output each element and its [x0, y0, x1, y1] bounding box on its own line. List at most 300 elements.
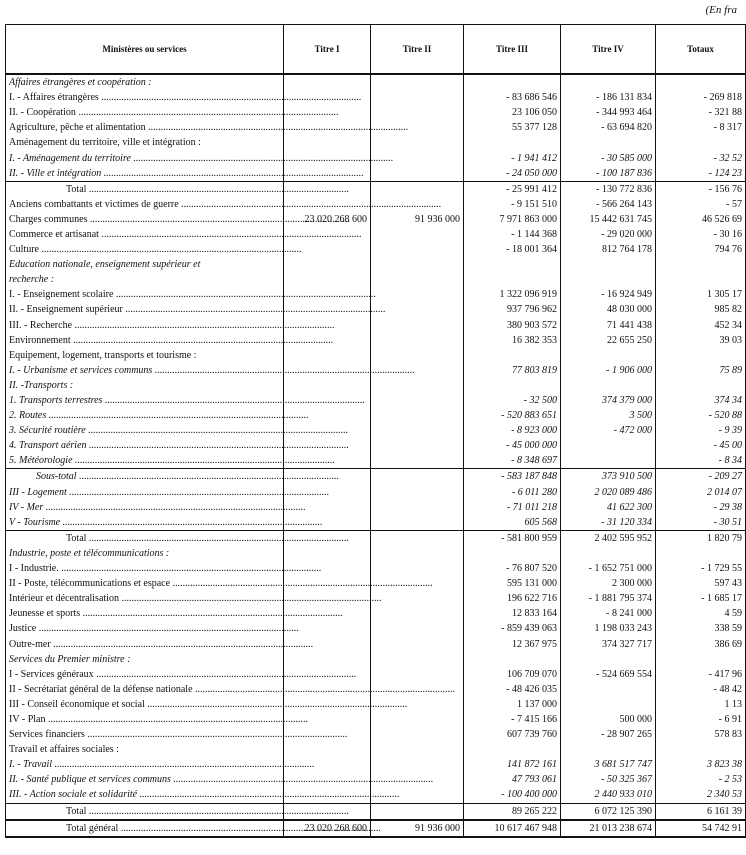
cell-t4: - 100 187 836 [561, 166, 656, 182]
row-label: III. - Recherche [9, 319, 73, 331]
table-row [6, 242, 746, 257]
table-row [6, 135, 746, 150]
row-label-cell [6, 302, 284, 317]
row-label-cell [6, 453, 284, 469]
cell-t3: 196 622 716 [464, 591, 561, 606]
table-row [6, 378, 746, 393]
cell-t2 [371, 272, 464, 287]
cell-t1 [284, 257, 371, 272]
cell-t2 [371, 135, 464, 150]
row-label-cell [6, 576, 284, 591]
row-label: II. -Transports : [9, 379, 74, 391]
cell-t4 [561, 546, 656, 561]
table-row [6, 757, 746, 772]
cell-t4 [561, 682, 656, 697]
cell-total: - 417 96 [656, 667, 746, 682]
table-row [6, 727, 746, 742]
row-label: I. - Travail [9, 759, 53, 771]
row-label-cell [6, 621, 284, 636]
table-row [6, 120, 746, 135]
cell-total: 386 69 [656, 636, 746, 651]
cell-t2 [371, 181, 464, 197]
table-row [6, 621, 746, 636]
cell-t3: - 1 941 412 [464, 150, 561, 165]
row-label: III - Logement [9, 486, 67, 498]
leader-dots [137, 789, 400, 800]
row-label-cell [6, 697, 284, 712]
cell-total [656, 378, 746, 393]
row-label-cell [6, 591, 284, 606]
cell-t4: - 16 924 949 [561, 287, 656, 302]
row-label: II - Poste, télécommunications et espace [9, 578, 171, 590]
cell-total: - 209 27 [656, 469, 746, 485]
cell-t2 [371, 453, 464, 469]
cell-t3 [464, 378, 561, 393]
cell-total: - 29 38 [656, 500, 746, 515]
table-row [6, 257, 746, 272]
row-label: Charges communes [9, 213, 88, 225]
row-label-cell [6, 74, 284, 90]
cell-total: - 124 23 [656, 166, 746, 182]
cell-t3: - 32 500 [464, 393, 561, 408]
cell-t3: - 83 686 546 [464, 90, 561, 105]
cell-t3: - 520 883 651 [464, 408, 561, 423]
cell-t3 [464, 257, 561, 272]
row-label-cell [6, 105, 284, 120]
cell-t1: 23 020 268 600 [284, 212, 371, 227]
row-label: III. - Action sociale et solidarité [9, 789, 138, 801]
cell-t2 [371, 242, 464, 257]
cell-t1 [284, 378, 371, 393]
leader-dots [170, 578, 433, 589]
row-label: III - Conseil économique et social [9, 698, 145, 710]
cell-total: - 1 685 17 [656, 591, 746, 606]
row-label-cell [6, 378, 284, 393]
cell-t1 [284, 272, 371, 287]
row-label-cell [6, 667, 284, 682]
cell-total: 1 13 [656, 697, 746, 712]
cell-t3: - 24 050 000 [464, 166, 561, 182]
table-row [6, 772, 746, 787]
leader-dots [102, 395, 365, 406]
cell-t2 [371, 515, 464, 531]
leader-dots [113, 289, 376, 300]
cell-t1 [284, 742, 371, 757]
header-titre-1: Titre I [284, 25, 371, 75]
row-label-cell [6, 257, 284, 272]
table-row [6, 546, 746, 561]
row-label: V - Tourisme [9, 516, 61, 528]
cell-t4: 374 327 717 [561, 636, 656, 651]
table-row [6, 272, 746, 287]
leader-dots [43, 502, 306, 513]
cell-t2 [371, 287, 464, 302]
cell-t2 [371, 105, 464, 120]
cell-t4 [561, 697, 656, 712]
table-row [6, 318, 746, 333]
table-row [6, 227, 746, 242]
table-row [6, 212, 746, 227]
leader-dots [86, 425, 349, 436]
cell-total [656, 546, 746, 561]
leader-dots [146, 122, 409, 133]
leader-dots [67, 487, 330, 498]
cell-t4: - 50 325 367 [561, 772, 656, 787]
total-row [6, 181, 746, 197]
row-label: Intérieur et décentralisation [9, 593, 119, 605]
leader-dots [36, 623, 299, 634]
leader-dots [179, 199, 442, 210]
row-label: Culture [9, 244, 39, 256]
cell-t4: 2 402 595 952 [561, 530, 656, 546]
table-row [6, 712, 746, 727]
row-label-cell [6, 135, 284, 150]
table-row [6, 302, 746, 317]
cell-total: 374 34 [656, 393, 746, 408]
cell-t2 [371, 591, 464, 606]
row-label: I. - Affaires étrangères [9, 92, 99, 104]
leader-dots [86, 806, 349, 817]
cell-t4 [561, 438, 656, 453]
row-label: Agriculture, pêche et alimentation [9, 122, 146, 134]
header-titre-3: Titre III [464, 25, 561, 75]
row-label-cell [6, 742, 284, 757]
total-row [6, 530, 746, 546]
cell-t4: - 186 131 834 [561, 90, 656, 105]
cell-t4 [561, 378, 656, 393]
cell-t2 [371, 742, 464, 757]
cell-t4: 2 300 000 [561, 576, 656, 591]
cell-total [656, 348, 746, 363]
table-row [6, 500, 746, 515]
leader-dots [60, 517, 323, 528]
cell-total: 46 526 69 [656, 212, 746, 227]
cell-t2: 91 936 000 [371, 820, 464, 837]
leader-dots [39, 244, 302, 255]
leader-dots [46, 410, 309, 421]
cell-t3 [464, 272, 561, 287]
cell-t4: - 130 772 836 [561, 181, 656, 197]
leader-dots [80, 608, 343, 619]
cell-t2 [371, 500, 464, 515]
table-row [6, 469, 746, 485]
table-row [6, 667, 746, 682]
cell-t4: 41 622 300 [561, 500, 656, 515]
cell-t3 [464, 74, 561, 90]
cell-total: - 30 51 [656, 515, 746, 531]
cell-t4: - 63 694 820 [561, 120, 656, 135]
cell-t2 [371, 546, 464, 561]
cell-total: - 1 729 55 [656, 561, 746, 576]
row-label: 4. Transport aérien [9, 440, 87, 452]
row-label: Justice [9, 623, 37, 635]
cell-t4: 374 379 000 [561, 393, 656, 408]
cell-t2 [371, 408, 464, 423]
row-label: 3. Sécurité routière [9, 425, 86, 437]
cell-t4: - 29 020 000 [561, 227, 656, 242]
cell-t3: - 8 348 697 [464, 453, 561, 469]
cell-t2: 91 936 000 [371, 212, 464, 227]
row-label: Aménagement du territoire, ville et intégration : [9, 137, 201, 149]
row-label-cell [6, 408, 284, 423]
cell-t3: 10 617 467 948 [464, 820, 561, 837]
row-label: Services du Premier ministre : [9, 653, 131, 665]
unit-label: (En fra [705, 4, 737, 16]
cell-t1 [284, 348, 371, 363]
cell-t4: - 524 669 554 [561, 667, 656, 682]
cell-t3: - 859 439 063 [464, 621, 561, 636]
cell-total: 75 89 [656, 363, 746, 378]
row-label-cell [6, 561, 284, 576]
cell-t4 [561, 453, 656, 469]
cell-t4: 373 910 500 [561, 469, 656, 485]
cell-t3: - 25 991 412 [464, 181, 561, 197]
cell-total: - 57 [656, 197, 746, 212]
cell-t4: 2 020 089 486 [561, 485, 656, 500]
cell-total: 39 03 [656, 333, 746, 348]
cell-t4: - 472 000 [561, 423, 656, 438]
cell-t3: 7 971 863 000 [464, 212, 561, 227]
table-row [6, 333, 746, 348]
cell-t3: 12 367 975 [464, 636, 561, 651]
cell-t2 [371, 90, 464, 105]
cell-total [656, 135, 746, 150]
table-row [6, 453, 746, 469]
row-label: II - Secrétariat général de la défense nationale [9, 683, 193, 695]
cell-total: - 2 53 [656, 772, 746, 787]
cell-t3: 23 106 050 [464, 105, 561, 120]
cell-t3: - 1 144 368 [464, 227, 561, 242]
leader-dots [94, 669, 357, 680]
leader-dots [152, 365, 415, 376]
cell-t3 [464, 348, 561, 363]
row-label: I. - Urbanisme et services communs [9, 364, 153, 376]
table-row [6, 348, 746, 363]
cell-t4: 21 013 238 674 [561, 820, 656, 837]
cell-t2 [371, 621, 464, 636]
cell-t3: 141 872 161 [464, 757, 561, 772]
leader-dots [193, 684, 456, 695]
cell-total: 4 59 [656, 606, 746, 621]
table-row [6, 166, 746, 182]
row-label: I. - Enseignement scolaire [9, 289, 114, 301]
cell-t2 [371, 348, 464, 363]
table-row [6, 636, 746, 651]
cell-t4: 812 764 178 [561, 242, 656, 257]
cell-t4: 22 655 250 [561, 333, 656, 348]
row-label-cell [6, 485, 284, 500]
cell-t2 [371, 378, 464, 393]
leader-dots [119, 593, 382, 604]
cell-t2 [371, 74, 464, 90]
cell-t4: 71 441 438 [561, 318, 656, 333]
row-label: Total général [66, 822, 119, 834]
table-row [6, 576, 746, 591]
header-titre-2: Titre II [371, 25, 464, 75]
row-label-cell [6, 423, 284, 438]
table-row [6, 393, 746, 408]
row-label: Industrie, poste et télécommunications : [9, 547, 170, 559]
cell-total: - 156 76 [656, 181, 746, 197]
header-totaux: Totaux [656, 25, 746, 75]
row-label: II. - Coopération [9, 107, 76, 119]
row-label-cell [6, 652, 284, 667]
cell-t2 [371, 438, 464, 453]
table-row [6, 787, 746, 803]
row-label: Education nationale, enseignement supérieur et [9, 259, 201, 271]
cell-t1 [284, 74, 371, 90]
row-label-cell [6, 242, 284, 257]
cell-t2 [371, 561, 464, 576]
cell-total: - 30 16 [656, 227, 746, 242]
row-label-cell [6, 438, 284, 453]
leader-dots [76, 107, 339, 118]
cell-total: 338 59 [656, 621, 746, 636]
table-row [6, 150, 746, 165]
leader-dots [59, 563, 322, 574]
cell-t3: - 18 001 364 [464, 242, 561, 257]
cell-total: - 6 91 [656, 712, 746, 727]
row-label: 5. Météorologie [9, 455, 73, 467]
table-row [6, 438, 746, 453]
cell-t4: 3 500 [561, 408, 656, 423]
leader-dots [131, 153, 394, 164]
row-label-cell [6, 90, 284, 105]
cell-t3: 106 709 070 [464, 667, 561, 682]
cell-total: - 8 317 [656, 120, 746, 135]
table-row [6, 197, 746, 212]
leader-dots [171, 774, 434, 785]
cell-t3: 16 382 353 [464, 333, 561, 348]
cell-t3 [464, 652, 561, 667]
row-label-cell [6, 787, 284, 803]
row-label: I. - Aménagement du territoire [9, 152, 131, 164]
cell-t4: 1 198 033 243 [561, 621, 656, 636]
cell-t3: - 8 923 000 [464, 423, 561, 438]
row-label: Commerce et artisanat [9, 228, 99, 240]
cell-total: - 269 818 [656, 90, 746, 105]
row-label-cell [6, 363, 284, 378]
row-label: IV - Mer [9, 501, 44, 513]
leader-dots [52, 759, 315, 770]
cell-t2 [371, 469, 464, 485]
cell-total: 54 742 91 [656, 820, 746, 837]
leader-dots [45, 714, 308, 725]
cell-t3: - 583 187 848 [464, 469, 561, 485]
total-row [6, 803, 746, 820]
cell-t4: 6 072 125 390 [561, 803, 656, 820]
cell-t4: - 1 881 795 374 [561, 591, 656, 606]
cell-t4: 2 440 933 010 [561, 787, 656, 803]
leader-dots [51, 639, 314, 650]
row-label: Total [66, 183, 87, 195]
cell-t4: 3 681 517 747 [561, 757, 656, 772]
row-label-cell [6, 515, 284, 531]
cell-t4 [561, 652, 656, 667]
cell-t2 [371, 227, 464, 242]
row-label-cell [6, 757, 284, 772]
leader-dots [145, 699, 408, 710]
cell-t4: - 1 906 000 [561, 363, 656, 378]
cell-t3: - 45 000 000 [464, 438, 561, 453]
cell-total: 1 820 79 [656, 530, 746, 546]
cell-t4: - 566 264 143 [561, 197, 656, 212]
table-row [6, 652, 746, 667]
leader-dots [123, 304, 386, 315]
cell-t4 [561, 74, 656, 90]
row-label-cell [6, 166, 284, 182]
cell-t2 [371, 423, 464, 438]
row-label-cell [6, 636, 284, 651]
table-row [6, 423, 746, 438]
cell-t3: 380 903 572 [464, 318, 561, 333]
row-label-cell [6, 546, 284, 561]
cell-t2 [371, 667, 464, 682]
table-row [6, 363, 746, 378]
row-label-cell [6, 530, 284, 546]
cell-total: 1 305 17 [656, 287, 746, 302]
row-label: Total [66, 532, 87, 544]
leader-dots [86, 533, 349, 544]
cell-t4: - 1 652 751 000 [561, 561, 656, 576]
leader-dots [99, 229, 362, 240]
row-label-cell [6, 393, 284, 408]
cell-total: 6 161 39 [656, 803, 746, 820]
row-label: Environnement [9, 334, 71, 346]
row-label-cell [6, 803, 284, 820]
table-row [6, 74, 746, 90]
row-label-cell [6, 197, 284, 212]
cell-t4 [561, 742, 656, 757]
cell-total: 794 76 [656, 242, 746, 257]
cell-t3: - 7 415 166 [464, 712, 561, 727]
cell-t1: 23 020 268 600 [284, 820, 371, 837]
cell-t3: 595 131 000 [464, 576, 561, 591]
cell-t4: 48 030 000 [561, 302, 656, 317]
leader-dots [99, 92, 362, 103]
cell-t2 [371, 636, 464, 651]
cell-t2 [371, 257, 464, 272]
cell-t3: 605 568 [464, 515, 561, 531]
cell-total: - 9 39 [656, 423, 746, 438]
cell-t3: 55 377 128 [464, 120, 561, 135]
row-label-cell [6, 772, 284, 787]
cell-t3: - 581 800 959 [464, 530, 561, 546]
row-label-cell [6, 227, 284, 242]
cell-t3: - 48 426 035 [464, 682, 561, 697]
row-label-cell [6, 727, 284, 742]
cell-t4 [561, 272, 656, 287]
leader-dots [101, 168, 364, 179]
header-titre-4: Titre IV [561, 25, 656, 75]
leader-dots [72, 320, 335, 331]
cell-t3: - 76 807 520 [464, 561, 561, 576]
leader-dots [85, 729, 348, 740]
table-row [6, 408, 746, 423]
cell-t4: - 344 993 464 [561, 105, 656, 120]
row-label-cell [6, 712, 284, 727]
cell-total [656, 257, 746, 272]
leader-dots [73, 455, 336, 466]
cell-t3: - 100 400 000 [464, 787, 561, 803]
cell-t3: 937 796 962 [464, 302, 561, 317]
cell-t4: - 28 907 265 [561, 727, 656, 742]
cell-total: - 45 00 [656, 438, 746, 453]
row-label: Total [66, 805, 87, 817]
cell-total: 578 83 [656, 727, 746, 742]
table-row [6, 682, 746, 697]
cell-t3 [464, 546, 561, 561]
